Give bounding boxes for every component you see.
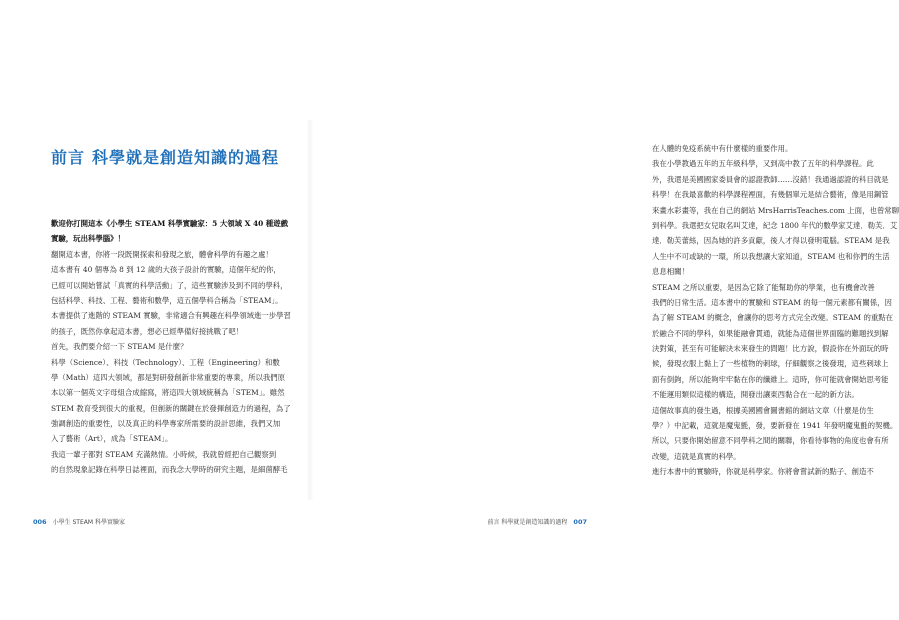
body-line: 到科學。我還把女兒取名叫艾達，紀念 1800 年代的數學家艾達．勒芙．艾: [652, 220, 898, 230]
chapter-title: [51, 145, 279, 168]
body-line: 學？）中記載，這就是魔鬼氈，發，要新發在 1941 年發明魔鬼氈的契機。: [652, 421, 898, 431]
body-line: 科學！在我最喜歡的科學課程裡面，有幾個單元是結合藝術，像是用鋼管: [652, 190, 889, 200]
body-line: 入了藝術（Art），成為「STEAM」。: [51, 434, 173, 444]
body-line: 不能運用類似這樣的構造，開發出讓東西黏合在一起的新方法。: [652, 390, 859, 400]
left-body-text: [51, 216, 291, 478]
body-line: 改變，這就是真實的科學。: [652, 451, 741, 461]
body-line: 的孩子，既然你拿起這本書，想必已經準備好接挑戰了吧！: [51, 326, 244, 336]
body-line: 人生中不可或缺的一環，所以我想讓大家知道，STEAM 也和你們的生活: [652, 251, 890, 261]
running-title: 前言 科學就是創造知識的過程: [487, 519, 568, 526]
right-page: [310, 0, 899, 620]
left-footer: [33, 517, 125, 526]
right-footer: [488, 517, 588, 526]
body-line: 翻開這本書，你將一段既開探索和發現之旅，體會科學的有趣之處！: [51, 249, 273, 259]
body-line: 外，我還是美國國家委員會的認證教師……沒錯！我通過認證的科目就是: [652, 174, 889, 184]
body-line: 為了解 STEAM 的概念，會讓你的思考方式完全改變。STEAM 的重點在: [652, 313, 894, 323]
body-line: 這本書有 40 個專為 8 到 12 歲的大孩子設計的實驗，這個年紀的你，: [51, 265, 281, 275]
body-line: 我們的日常生活。這本書中的實驗和 STEAM 的每一個元素都有關係，因: [652, 297, 892, 307]
body-line: 學（Math）這四大領域，都是對研發創新非常重要的專業，所以我們原: [51, 372, 286, 382]
body-line: 本書提供了進階的 STEAM 實驗，非常適合有興趣在科學領域進一步學習: [51, 311, 291, 321]
body-line: 的自然現象記錄在科學日誌裡面，而我念大學時的研究主題，是細菌酵毛: [51, 465, 288, 475]
body-line: 這個故事真的發生過，根據美國國會圖書館的網站文章（什麼是仿生: [652, 405, 874, 415]
chapter-prefix: 前言: [51, 148, 86, 167]
body-line: 強調創造的重要性，以及真正的科學專家所需要的設計思維，我們又加: [51, 419, 281, 429]
body-line: 來畫水彩畫等，我在自己的網站 MrsHarrisTeaches.com 上面，也曾常聊: [652, 205, 899, 215]
body-line: 已經可以開始嘗試「真實的科學活動」了，這些實驗涉及到不同的學科，: [51, 280, 288, 290]
body-line: 決對策，甚至有可能解決未來發生的問題！比方說，假設你在外面玩的時: [652, 344, 889, 354]
body-line: 我在小學教過五年的五年級科學，又到高中教了五年的科學課程。此: [652, 159, 874, 169]
body-line: STEAM 之所以重要，是因為它除了能幫助你的學業，也有機會改善: [652, 282, 875, 292]
body-line: 息息相關！: [652, 267, 689, 277]
body-line: 本以第一個英文字母組合成縮寫，將這四大領域統稱為「STEM」。雖然: [51, 388, 285, 398]
body-line: 在人體的免疫系統中有什麼樣的重要作用。: [652, 144, 793, 153]
body-line: 歡迎你打開這本《小學生 STEAM 科學實驗家：5 大領域 X 40 種遊戲: [51, 219, 288, 228]
page-number: 007: [573, 518, 587, 526]
body-line: 面有倒鉤，所以能夠牢牢黏在你的纖維上。這時，你可能就會開始思考能: [652, 374, 889, 384]
body-line: 包括科學、科技、工程、藝術和數學，這五個學科合稱為「STEAM」。: [51, 295, 283, 305]
body-line: 我這一輩子都對 STEAM 充滿熱情。小時候，我就曾經把自己觀察到: [51, 449, 277, 459]
chapter-heading: 科學就是創造知識的過程: [92, 148, 280, 167]
body-line: 進行本書中的實驗時，你就是科學家。你將會嘗試新的點子、創造不: [652, 467, 874, 477]
body-line: 所以，只要你開始留意不同學科之間的關聯，你看待事物的角度也會有所: [652, 436, 889, 446]
running-title: 小學生 STEAM 科學實驗家: [52, 519, 125, 526]
body-line: 實驗，玩出科學腦》！: [51, 234, 125, 244]
page-number: 006: [33, 518, 47, 526]
right-body-text: [652, 141, 899, 480]
left-page: [0, 0, 310, 620]
body-line: 候，發現衣服上黏上了一些植物的刺球，仔細觀察之後發現，這些刺球上: [652, 359, 889, 369]
body-line: 達．勒芙蕾絲，因為她的許多貢獻，後人才得以發明電腦。STEAM 是我: [652, 236, 890, 246]
body-line: 首先，我們要介紹一下 STEAM 是什麼？: [51, 342, 188, 352]
body-line: 科學（Science）、科技（Technology）、工程（Engineering）和數: [51, 357, 280, 367]
body-line: STEM 教育受到很大的重視，但創新的關鍵在於發揮創造力的過程，為了: [51, 403, 291, 413]
body-line: 於融合不同的學科，如果能融會貫通，就能為這個世界面臨的難題找到解: [652, 328, 889, 338]
